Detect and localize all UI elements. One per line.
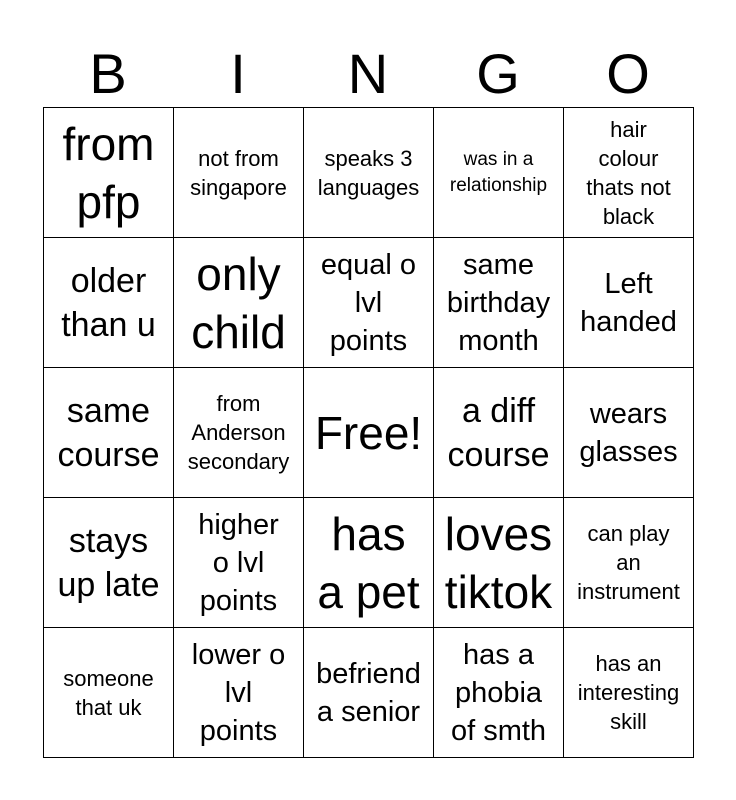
bingo-cell-1-2[interactable] — [174, 108, 304, 238]
cell-text: Left handed — [580, 267, 677, 338]
bingo-header — [43, 40, 693, 108]
bingo-cell-1-1[interactable] — [44, 108, 174, 238]
bingo-cell-4-4[interactable] — [434, 498, 564, 628]
bingo-cell-5-4[interactable] — [434, 628, 564, 758]
cell-text: was in a relationship — [449, 148, 548, 196]
cell-text: has an interesting skill — [577, 651, 680, 734]
bingo-cell-1-4[interactable] — [434, 108, 564, 238]
bingo-cell-free[interactable] — [304, 368, 434, 498]
cell-text: same course — [57, 391, 160, 474]
bingo-cell-4-5[interactable] — [564, 498, 694, 628]
bingo-cell-3-1[interactable] — [44, 368, 174, 498]
cell-text: loves tiktok — [444, 507, 553, 618]
bingo-cell-1-3[interactable] — [304, 108, 434, 238]
free-space-text: Free! — [314, 406, 423, 459]
header-letter-g: G — [476, 42, 520, 105]
bingo-card-grid — [43, 107, 694, 758]
cell-text: stays up late — [57, 521, 160, 604]
bingo-cell-4-2[interactable] — [174, 498, 304, 628]
cell-text: higher o lvl points — [198, 508, 279, 617]
cell-text: has a phobia of smth — [450, 638, 547, 747]
bingo-cell-3-5[interactable] — [564, 368, 694, 498]
bingo-cell-5-5[interactable] — [564, 628, 694, 758]
bingo-cell-2-2[interactable] — [174, 238, 304, 368]
header-letter-o: O — [606, 42, 650, 105]
cell-text: a diff course — [447, 391, 550, 474]
header-letter-i: I — [230, 42, 246, 105]
bingo-cell-3-2[interactable] — [174, 368, 304, 498]
cell-text: same birthday month — [446, 248, 551, 357]
bingo-cell-3-4[interactable] — [434, 368, 564, 498]
cell-text: can play an instrument — [577, 521, 680, 604]
cell-text: has a pet — [317, 507, 420, 618]
header-letter-n: N — [347, 42, 389, 105]
cell-text: befriend a senior — [316, 657, 421, 728]
cell-text: from pfp — [62, 117, 155, 228]
bingo-cell-5-2[interactable] — [174, 628, 304, 758]
bingo-cell-1-5[interactable] — [564, 108, 694, 238]
header-letter-b: B — [89, 42, 127, 105]
cell-text: wears glasses — [579, 397, 678, 468]
bingo-cell-4-1[interactable] — [44, 498, 174, 628]
cell-text: lower o lvl points — [191, 638, 286, 747]
cell-text: only child — [191, 247, 286, 358]
cell-text: from Anderson secondary — [187, 391, 290, 474]
cell-text: someone that uk — [63, 665, 154, 720]
bingo-cell-2-5[interactable] — [564, 238, 694, 368]
bingo-cell-2-1[interactable] — [44, 238, 174, 368]
bingo-cell-5-3[interactable] — [304, 628, 434, 758]
bingo-cell-2-3[interactable] — [304, 238, 434, 368]
cell-text: older than u — [61, 261, 156, 344]
cell-text: equal o lvl points — [320, 248, 417, 357]
bingo-cell-4-3[interactable] — [304, 498, 434, 628]
cell-text: hair colour thats not black — [586, 116, 671, 229]
cell-text: speaks 3 languages — [317, 145, 420, 200]
bingo-cell-2-4[interactable] — [434, 238, 564, 368]
bingo-cell-5-1[interactable] — [44, 628, 174, 758]
cell-text: not from singapore — [190, 145, 287, 200]
